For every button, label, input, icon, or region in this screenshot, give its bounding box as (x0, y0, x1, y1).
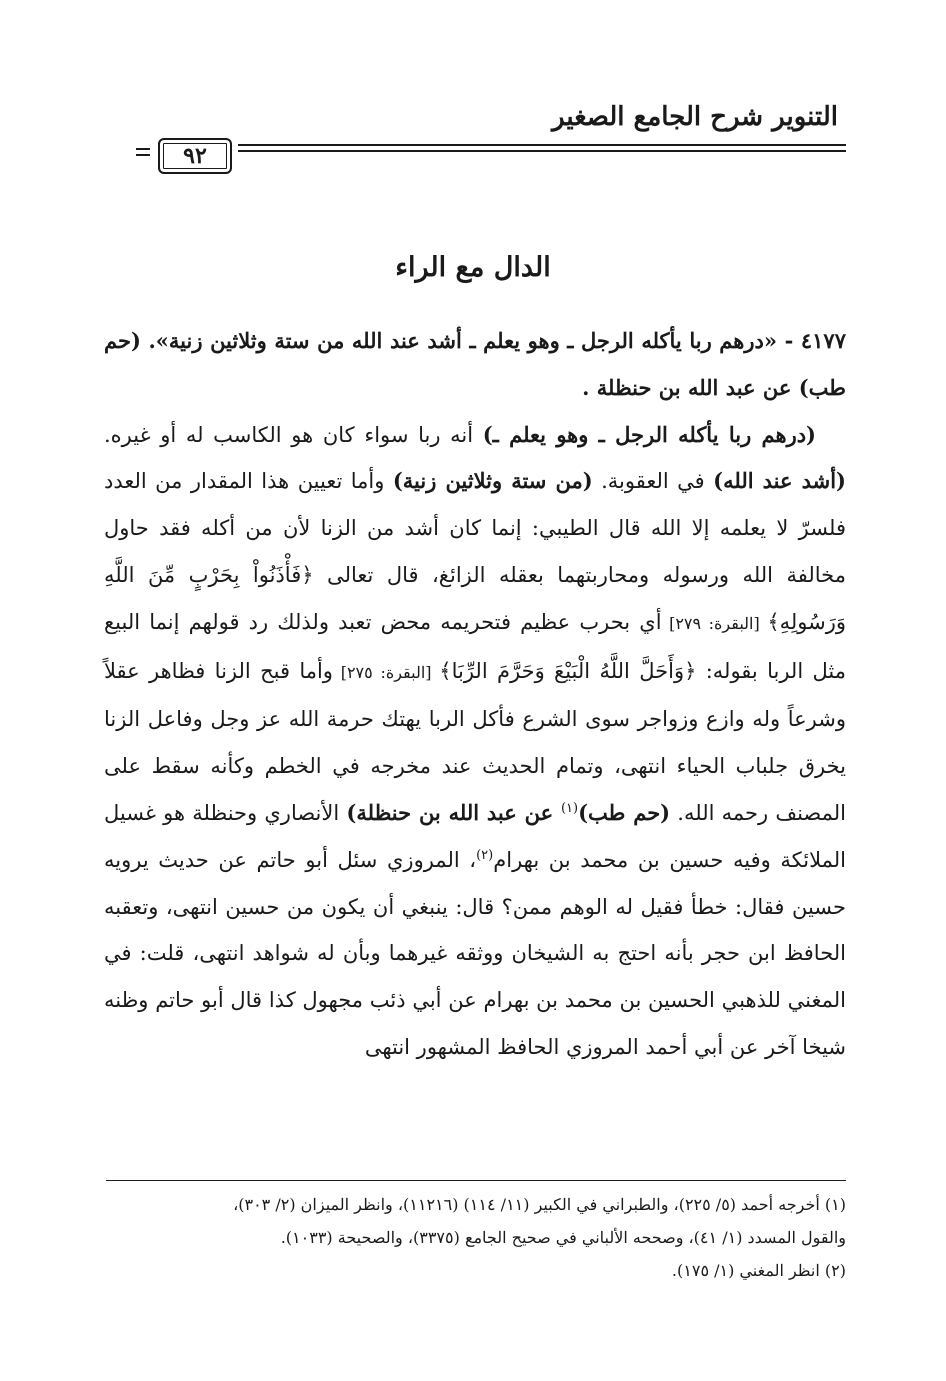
footnote-line: والقول المسدد (١/ ٤١)، وصححه الألباني في صحيح الجامع (٣٣٧٥)، والصحيحة (١٠٣٣). (280, 1228, 846, 1247)
quoted-phrase: (أشد عند الله) (713, 468, 846, 494)
header-rule-bottom (238, 150, 846, 152)
running-title: التنوير شرح الجامع الصغير (552, 102, 838, 132)
footnote-separator (106, 1180, 846, 1181)
commentary-text: في العقوبة. (592, 469, 714, 494)
quran-verse: ﴿فَأْذَنُواْ بِحَرْبٍ مِّنَ اللَّهِ وَرَسُولِهِ﴾ (104, 562, 847, 634)
quoted-phrase: (حم طب) (578, 799, 671, 825)
quoted-phrase: (من ستة وثلاثين زنية) (392, 468, 593, 494)
hadith-number: ٤١٧٧ - (776, 328, 846, 353)
hadith-entry (104, 318, 846, 412)
commentary-text: أي بحرب عظيم فتحريمه محض تعبد ولذلك رد قولهم إنما البيع مثل الربا بقوله: (104, 609, 846, 683)
commentary-text: ، المروزي سئل أبو حاتم عن حديث يرويه حسين فقال: خطأ فقيل له الوهم ممن؟ قال: ينبغي أن يكون من حسين انتهى، وتعقبه الحافظ ابن حجر بأنه احتج به الشيخان ووثقه غيرهما وبأن له شواهد انتهى، قلت: في المغني للذهبي الحسين بن محمد بن بهرام عن أبي ذئب مجهول كذا قال أبو حاتم وظنه شيخا آخر عن أبي أحمد المروزي الحافظ المشهور انتهى (104, 847, 846, 1059)
footnote-line: (٢) انظر المغني (١/ ١٧٥). (671, 1261, 846, 1280)
header-rule-top (238, 144, 846, 146)
footnote-line: (١) أخرجه أحمد (٥/ ٢٢٥)، والطبراني في الكبير (١١/ ١١٤) (١١٢١٦)، وانظر الميزان (٢/ ٣٠٣)، (233, 1195, 846, 1214)
commentary-text: أنه ربا سواء كان هو الكاسب له أو غيره. (104, 422, 483, 447)
page-number: ٩٢ (158, 138, 232, 174)
section-heading: الدال مع الراء (395, 252, 551, 283)
commentary-text: وأما تعيين هذا المقدار من العدد فلسرّ لا يعلمه إلا الله قال الطيبي: إنما كان أشد من الزنا لأن من أكله فقد حاول مخالفة الله ورسوله ومحاربتهما بعقله الزائغ، قال تعالى (104, 469, 846, 587)
commentary-text: وأما قبح الزنا فظاهر عقلاً وشرعاً وله وازع وزواجر سوى الشرع فأكل الربا يهتك حرمة الله عز وجل وفاعل الزنا يخرق جلباب الحياء انتهى، وتمام الحديث عند مخرجه في الخطم وكأنه سقط على المصنف رحمه الله. (104, 658, 847, 825)
footnotes (104, 1188, 846, 1287)
body-text (104, 318, 846, 1071)
commentary-text: الأنصاري وحنظلة هو غسيل الملائكة وفيه حسين بن محمد بن بهرام (104, 800, 846, 872)
verse-reference: [البقرة: ٢٧٩] (661, 613, 768, 633)
header-edge-marker (136, 146, 150, 158)
quran-verse: ﴿وَأَحَلَّ اللَّهُ الْبَيْعَ وَحَرَّمَ الرِّبَا﴾ (439, 658, 697, 683)
commentary-paragraph (104, 412, 846, 1071)
footnote-marker[interactable]: (١) (560, 800, 579, 816)
quoted-phrase: (درهم ربا يأكله الرجل ـ وهو يعلم ـ) (482, 421, 816, 447)
footnote-marker[interactable]: (٢) (476, 847, 494, 863)
verse-reference: [البقرة: ٢٧٥] (332, 662, 440, 682)
quoted-phrase: عن عبد الله بن حنظلة) (346, 799, 561, 825)
hadith-text: «درهم ربا يأكله الرجل ـ وهو يعلم ـ أشد عند الله من ستة وثلاثين زنية». (حم طب) عن عبد الله بن حنظلة . (104, 328, 846, 400)
header-double-rule (238, 140, 846, 158)
